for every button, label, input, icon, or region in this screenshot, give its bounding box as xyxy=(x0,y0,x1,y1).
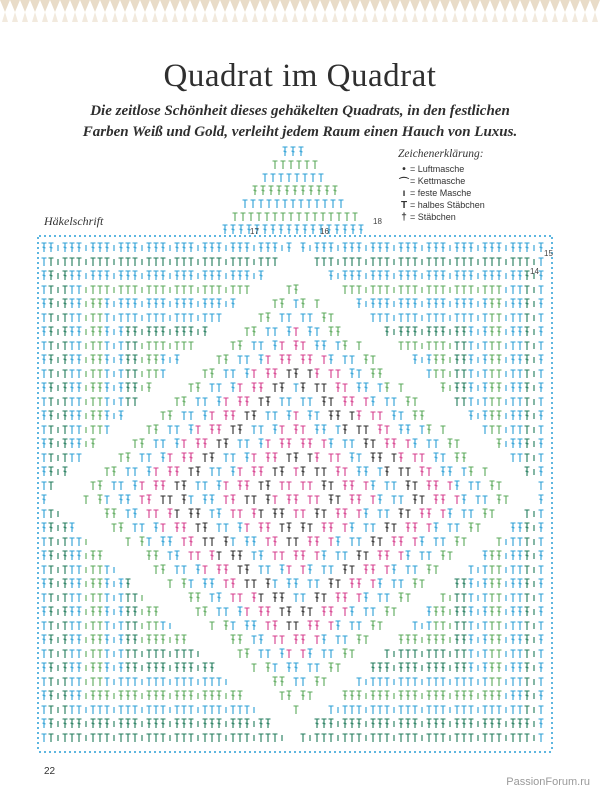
half-double-crochet-symbol: T xyxy=(400,199,408,211)
round-number: 16 xyxy=(320,227,329,236)
chain-stitch-symbol: • xyxy=(402,163,406,175)
legend-label: = Luftmasche xyxy=(410,164,465,174)
round-number: 15 xyxy=(544,249,553,258)
chart-label: Häkelschrift xyxy=(44,214,104,228)
round-number: 14 xyxy=(530,267,539,276)
round-number: 17 xyxy=(250,227,259,236)
legend-label: = halbes Stäbchen xyxy=(410,200,485,210)
round-number: 18 xyxy=(373,217,382,226)
legend-label: = Kettmasche xyxy=(410,176,466,186)
subtitle-line-1: Die zeitlose Schönheit dieses gehäkelten Quadrats, in den festlichen xyxy=(90,103,510,119)
watermark: PassionForum.ru xyxy=(506,776,590,788)
single-crochet-symbol: ı xyxy=(402,187,406,199)
legend-title: Zeichenerklärung: xyxy=(398,148,484,160)
legend-label: = feste Masche xyxy=(410,188,472,198)
double-crochet-symbol: † xyxy=(401,211,407,223)
page-number: 22 xyxy=(44,766,56,777)
slip-stitch-symbol: ⌒ xyxy=(399,177,409,189)
page-title: Quadrat im Quadrat xyxy=(163,58,437,94)
legend-label: = Stäbchen xyxy=(410,212,456,222)
subtitle-line-2: Farben Weiß und Gold, verleiht jedem Raum einen Hauch von Luxus. xyxy=(82,124,518,140)
